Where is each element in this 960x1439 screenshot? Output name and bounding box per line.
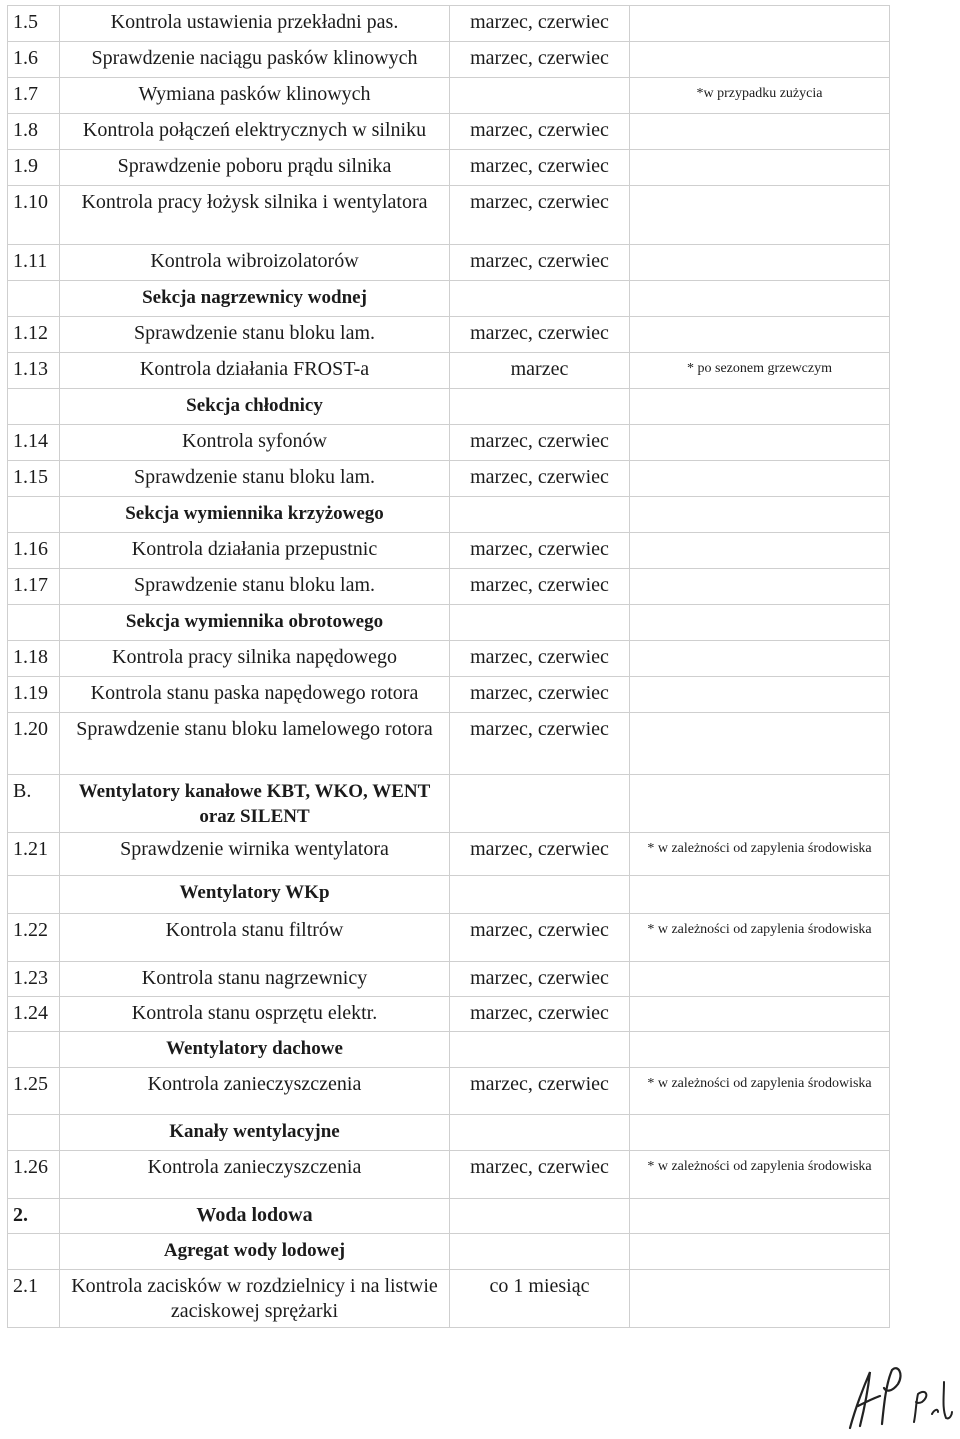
schedule-months	[450, 1032, 630, 1068]
schedule-months: marzec, czerwiec	[450, 245, 630, 281]
row-number: 1.17	[8, 569, 60, 605]
schedule-months	[450, 281, 630, 317]
task-description: Sprawdzenie wirnika wentylatora	[60, 833, 450, 876]
section-header-row	[8, 1115, 890, 1151]
row-number: 1.16	[8, 533, 60, 569]
row-number: 1.18	[8, 641, 60, 677]
schedule-months	[450, 78, 630, 114]
row-note	[630, 876, 890, 914]
row-note	[630, 1270, 890, 1328]
schedule-months	[450, 876, 630, 914]
row-note	[630, 150, 890, 186]
row-note	[630, 317, 890, 353]
table-row	[8, 317, 890, 353]
task-description: Kontrola wibroizolatorów	[60, 245, 450, 281]
task-description: Sprawdzenie naciągu pasków klinowych	[60, 42, 450, 78]
row-number: B.	[8, 775, 60, 833]
schedule-months: marzec, czerwiec	[450, 641, 630, 677]
task-description: Sprawdzenie stanu bloku lam.	[60, 317, 450, 353]
section-header-row	[8, 605, 890, 641]
schedule-months	[450, 497, 630, 533]
row-number: 1.15	[8, 461, 60, 497]
row-note	[630, 186, 890, 245]
task-description: Kontrola połączeń elektrycznych w silniku	[60, 114, 450, 150]
task-description: Sekcja wymiennika krzyżowego	[60, 497, 450, 533]
row-number: 2.1	[8, 1270, 60, 1328]
row-number: 1.14	[8, 425, 60, 461]
row-number: 1.6	[8, 42, 60, 78]
table-row	[8, 6, 890, 42]
row-number: 1.21	[8, 833, 60, 876]
table-row	[8, 245, 890, 281]
row-note: * w zależności od zapylenia środowiska	[630, 833, 890, 876]
table-row	[8, 1199, 890, 1234]
schedule-months	[450, 389, 630, 425]
schedule-months: marzec, czerwiec	[450, 1151, 630, 1199]
row-note	[630, 461, 890, 497]
schedule-months: marzec, czerwiec	[450, 569, 630, 605]
table-row	[8, 641, 890, 677]
section-header-row	[8, 497, 890, 533]
row-note	[630, 997, 890, 1032]
row-note	[630, 245, 890, 281]
task-description: Kontrola stanu nagrzewnicy	[60, 962, 450, 997]
table-row	[8, 114, 890, 150]
row-number: 1.24	[8, 997, 60, 1032]
task-description: Wentylatory kanałowe KBT, WKO, WENT oraz SILENT	[60, 775, 450, 833]
task-description: Kontrola stanu osprzętu elektr.	[60, 997, 450, 1032]
task-description: Kontrola syfonów	[60, 425, 450, 461]
task-description: Agregat wody lodowej	[60, 1234, 450, 1270]
table-row	[8, 1151, 890, 1199]
table-body	[8, 6, 890, 1328]
section-header-row	[8, 281, 890, 317]
row-number	[8, 605, 60, 641]
table-row	[8, 997, 890, 1032]
table-row	[8, 833, 890, 876]
row-note	[630, 775, 890, 833]
task-description: Kontrola pracy silnika napędowego	[60, 641, 450, 677]
row-number	[8, 876, 60, 914]
task-description: Woda lodowa	[60, 1199, 450, 1234]
task-description: Kontrola ustawienia przekładni pas.	[60, 6, 450, 42]
handwritten-signature	[840, 1362, 955, 1434]
section-header-row	[8, 876, 890, 914]
row-number: 1.8	[8, 114, 60, 150]
task-description: Kontrola działania FROST-a	[60, 353, 450, 389]
row-number: 1.5	[8, 6, 60, 42]
task-description: Kontrola pracy łożysk silnika i wentylatora	[60, 186, 450, 245]
task-description: Wentylatory dachowe	[60, 1032, 450, 1068]
section-header-row	[8, 1032, 890, 1068]
task-description: Kontrola zanieczyszczenia	[60, 1068, 450, 1115]
schedule-months: marzec, czerwiec	[450, 833, 630, 876]
schedule-months: marzec, czerwiec	[450, 317, 630, 353]
row-note	[630, 425, 890, 461]
maintenance-schedule-table	[7, 5, 890, 1328]
schedule-months	[450, 1199, 630, 1234]
row-number: 2.	[8, 1199, 60, 1234]
row-note	[630, 497, 890, 533]
section-header-row	[8, 1234, 890, 1270]
row-note	[630, 1234, 890, 1270]
row-note	[630, 533, 890, 569]
row-number: 1.9	[8, 150, 60, 186]
table-row	[8, 713, 890, 775]
table-row	[8, 186, 890, 245]
schedule-months: co 1 miesiąc	[450, 1270, 630, 1328]
row-number	[8, 281, 60, 317]
row-number: 1.11	[8, 245, 60, 281]
row-note	[630, 389, 890, 425]
row-number: 1.12	[8, 317, 60, 353]
task-description: Sprawdzenie stanu bloku lamelowego rotora	[60, 713, 450, 775]
row-number	[8, 1234, 60, 1270]
table-row	[8, 1270, 890, 1328]
row-note	[630, 569, 890, 605]
section-header-row	[8, 389, 890, 425]
row-number: 1.26	[8, 1151, 60, 1199]
row-number: 1.7	[8, 78, 60, 114]
schedule-months: marzec, czerwiec	[450, 1068, 630, 1115]
task-description: Kontrola zacisków w rozdzielnicy i na listwie zaciskowej sprężarki	[60, 1270, 450, 1328]
row-number: 1.22	[8, 914, 60, 962]
row-note: * w zależności od zapylenia środowiska	[630, 1068, 890, 1115]
row-note	[630, 281, 890, 317]
schedule-months: marzec, czerwiec	[450, 425, 630, 461]
row-note	[630, 6, 890, 42]
row-number: 1.19	[8, 677, 60, 713]
schedule-months: marzec, czerwiec	[450, 6, 630, 42]
row-note: * po sezonem grzewczym	[630, 353, 890, 389]
schedule-months: marzec, czerwiec	[450, 914, 630, 962]
schedule-months: marzec, czerwiec	[450, 962, 630, 997]
task-description: Sekcja wymiennika obrotowego	[60, 605, 450, 641]
task-description: Kontrola zanieczyszczenia	[60, 1151, 450, 1199]
row-note	[630, 1199, 890, 1234]
schedule-months: marzec, czerwiec	[450, 713, 630, 775]
row-number: 1.20	[8, 713, 60, 775]
row-note: * w zależności od zapylenia środowiska	[630, 914, 890, 962]
schedule-months	[450, 1115, 630, 1151]
row-note: *w przypadku zużycia	[630, 78, 890, 114]
table-row	[8, 78, 890, 114]
table-row	[8, 1068, 890, 1115]
row-note	[630, 962, 890, 997]
row-note	[630, 42, 890, 78]
schedule-months: marzec, czerwiec	[450, 677, 630, 713]
task-description: Sprawdzenie stanu bloku lam.	[60, 461, 450, 497]
row-note: * w zależności od zapylenia środowiska	[630, 1151, 890, 1199]
row-note	[630, 1032, 890, 1068]
row-note	[630, 713, 890, 775]
row-number: 1.13	[8, 353, 60, 389]
row-number: 1.25	[8, 1068, 60, 1115]
schedule-months	[450, 775, 630, 833]
schedule-months: marzec, czerwiec	[450, 997, 630, 1032]
table-row	[8, 353, 890, 389]
row-note	[630, 1115, 890, 1151]
schedule-months: marzec, czerwiec	[450, 186, 630, 245]
task-description: Sekcja nagrzewnicy wodnej	[60, 281, 450, 317]
table-row	[8, 461, 890, 497]
table-row	[8, 914, 890, 962]
schedule-months: marzec, czerwiec	[450, 150, 630, 186]
schedule-months: marzec, czerwiec	[450, 461, 630, 497]
row-note	[630, 677, 890, 713]
task-description: Sprawdzenie stanu bloku lam.	[60, 569, 450, 605]
row-number	[8, 1115, 60, 1151]
row-note	[630, 641, 890, 677]
section-header-row	[8, 775, 890, 833]
schedule-months: marzec	[450, 353, 630, 389]
task-description: Kontrola działania przepustnic	[60, 533, 450, 569]
schedule-months	[450, 1234, 630, 1270]
table-row	[8, 677, 890, 713]
row-number	[8, 1032, 60, 1068]
schedule-months	[450, 605, 630, 641]
table-row	[8, 569, 890, 605]
row-number	[8, 389, 60, 425]
table-row	[8, 425, 890, 461]
row-number: 1.10	[8, 186, 60, 245]
task-description: Wentylatory WKp	[60, 876, 450, 914]
row-note	[630, 114, 890, 150]
task-description: Sprawdzenie poboru prądu silnika	[60, 150, 450, 186]
table-row	[8, 533, 890, 569]
task-description: Kontrola stanu paska napędowego rotora	[60, 677, 450, 713]
schedule-months: marzec, czerwiec	[450, 42, 630, 78]
row-number: 1.23	[8, 962, 60, 997]
row-note	[630, 605, 890, 641]
task-description: Kontrola stanu filtrów	[60, 914, 450, 962]
table-row	[8, 150, 890, 186]
table-row	[8, 962, 890, 997]
schedule-months: marzec, czerwiec	[450, 533, 630, 569]
task-description: Sekcja chłodnicy	[60, 389, 450, 425]
task-description: Wymiana pasków klinowych	[60, 78, 450, 114]
table-row	[8, 42, 890, 78]
schedule-months: marzec, czerwiec	[450, 114, 630, 150]
row-number	[8, 497, 60, 533]
task-description: Kanały wentylacyjne	[60, 1115, 450, 1151]
